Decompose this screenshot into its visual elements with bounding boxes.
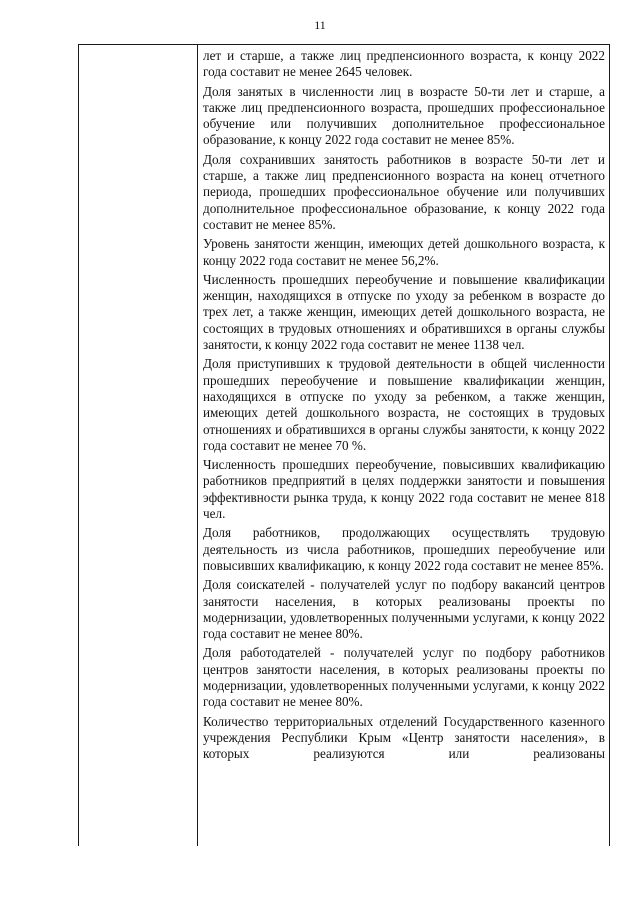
page-number: 11 (314, 18, 326, 32)
paragraph: Доля соискателей - получателей услуг по подбору вакансий центров занятости населения, в которых реализованы проекты по модернизации, удовлетворенных полученными услугами, к концу 2022 года составит не менее 80%. (203, 577, 605, 642)
paragraph: Доля работодателей - получателей услуг по подбору работников центров занятости населения, в которых реализованы проекты по модернизации, удовлетворенных полученными услугами, к концу 2022 года составит не менее 80%. (203, 645, 605, 710)
paragraph: Доля приступивших к трудовой деятельности в общей численности прошедших переобучение и повышение квалификации женщин, находящихся в отпуске по уходу за ребенком, а также женщин, имеющих детей дошкольного возраста, не состоящих в трудовых отношениях и обратившихся в органы службы занятости, к концу 2022 года составит не менее 70 %. (203, 356, 605, 453)
document-table (78, 44, 610, 846)
paragraph: Количество территориальных отделений Государственного казенного учреждения Республики Крым «Центр занятости населения», в которых реализуются или реализованы (203, 713, 605, 762)
column-divider (197, 45, 198, 846)
paragraph: Доля занятых в численности лиц в возрасте 50-ти лет и старше, а также лиц предпенсионного возраста, прошедших профессиональное обучение или получивших дополнительное профессиональное образование, к концу 2022 года составит не менее 85%. (203, 83, 605, 148)
table-cell-content (203, 48, 605, 765)
paragraph: Численность прошедших переобучение и повышение квалификации женщин, находящихся в отпуске по уходу за ребенком в возрасте до трех лет, а также женщин, имеющих детей дошкольного возраста, не состоящих в трудовых отношениях и обратившихся в органы службы занятости, к концу 2022 года составит не менее 1138 чел. (203, 271, 605, 353)
paragraph: Доля работников, продолжающих осуществлять трудовую деятельность из числа работников, прошедших переобучение или повысивших квалификацию, к концу 2022 года составит не менее 85%. (203, 525, 605, 573)
paragraph: лет и старше, а также лиц предпенсионного возраста, к концу 2022 года составит не менее 2645 человек. (203, 48, 605, 80)
paragraph: Доля сохранивших занятость работников в возрасте 50-ти лет и старше, а также лиц предпенсионного возраста на конец отчетного периода, прошедших профессиональное обучение или получивших дополнительное профессиональное образование, к концу 2022 года составит не менее 85%. (203, 151, 605, 232)
paragraph: Уровень занятости женщин, имеющих детей дошкольного возраста, к концу 2022 года составит не менее 56,2%. (203, 236, 605, 268)
paragraph: Численность прошедших переобучение, повысивших квалификацию работников предприятий в целях поддержки занятости и повышения эффективности рынка труда, к концу 2022 года составит не менее 818 чел. (203, 457, 605, 522)
